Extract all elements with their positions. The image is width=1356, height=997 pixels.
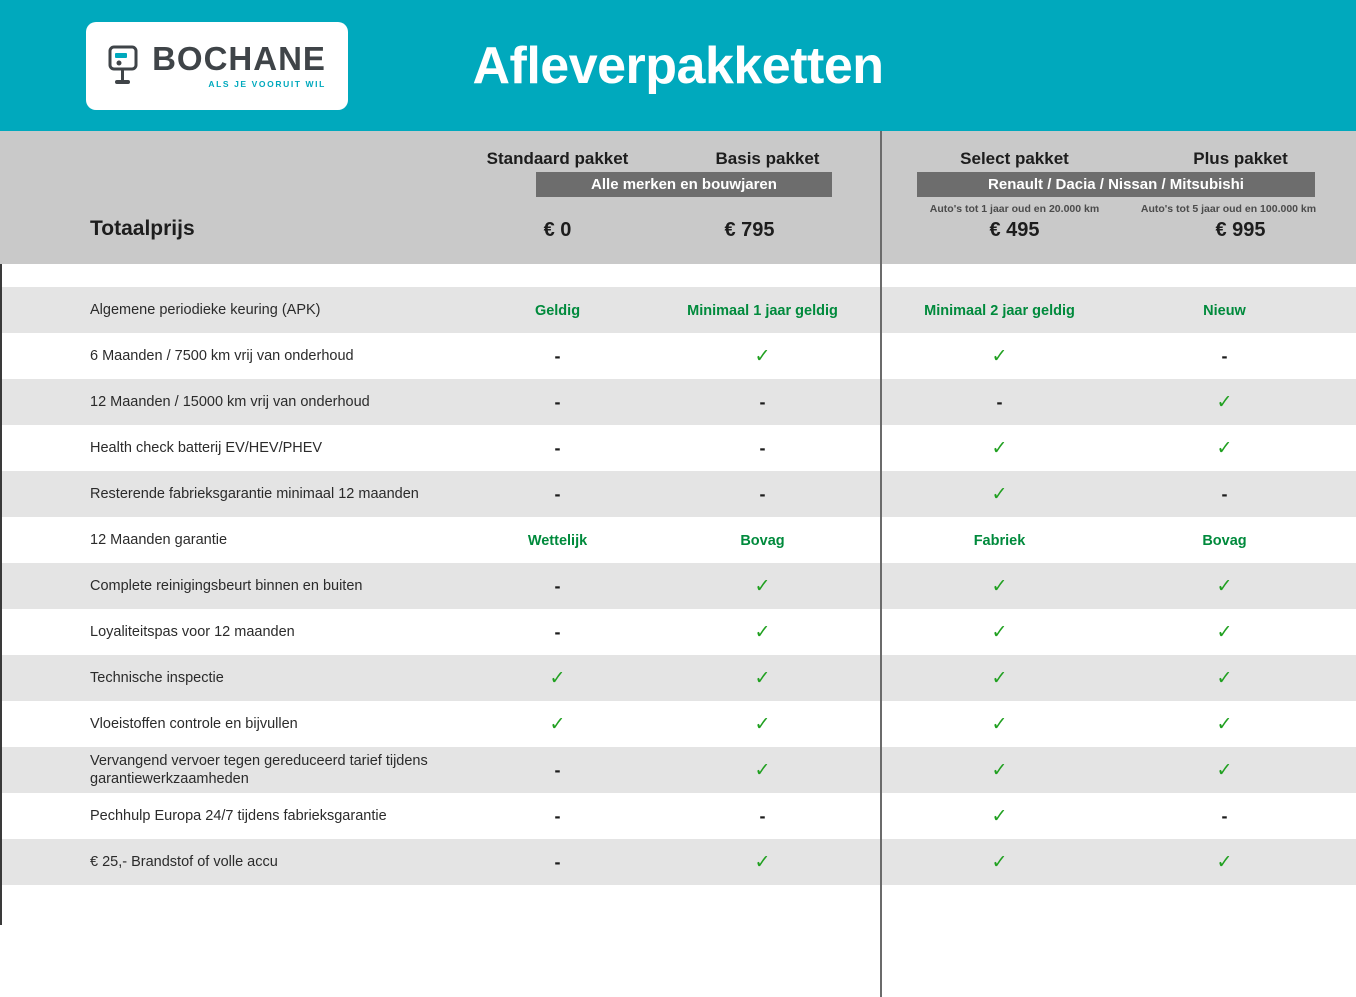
car-mark-icon: [108, 45, 142, 87]
check-icon: ✓: [991, 851, 1008, 873]
table-row: [0, 609, 1356, 655]
check-icon: ✓: [1216, 437, 1233, 459]
dash-icon: -: [759, 392, 766, 412]
table-row: [0, 839, 1356, 885]
cell-value: [1122, 302, 1327, 319]
check-icon: ✓: [1216, 759, 1233, 781]
package-name-plus: Plus pakket: [1193, 149, 1288, 168]
cell-value: [455, 715, 660, 734]
total-price-label: Totaalprijs: [90, 217, 195, 240]
column-header-band: [0, 131, 1356, 264]
cell-value: [660, 715, 865, 734]
dash-icon: -: [554, 392, 561, 412]
check-icon: ✓: [754, 713, 771, 735]
dash-icon: -: [759, 484, 766, 504]
cell-text: Nieuw: [1203, 302, 1246, 319]
cell-value: [1122, 347, 1327, 365]
total-price-basis: € 795: [724, 219, 775, 241]
logo-tagline: ALS JE VOORUIT WIL: [208, 79, 326, 89]
dash-icon: -: [554, 346, 561, 366]
cell-value: [897, 807, 1102, 826]
check-icon: ✓: [1216, 391, 1233, 413]
cell-value: [455, 485, 660, 503]
cell-value: [455, 623, 660, 641]
feature-label: Complete reinigingsbeurt binnen en buiten: [90, 577, 363, 594]
comparison-table: [0, 264, 1356, 925]
cell-value: [660, 532, 865, 549]
check-icon: ✓: [1216, 621, 1233, 643]
table-row: [0, 701, 1356, 747]
feature-label: Pechhulp Europa 24/7 tijdens fabrieksgarantie: [90, 807, 387, 824]
check-icon: ✓: [991, 667, 1008, 689]
feature-label: Vervangend vervoer tegen gereduceerd tarief tijdens garantiewerkzaamheden: [90, 752, 428, 787]
table-row: [0, 793, 1356, 839]
cell-value: [1122, 485, 1327, 503]
cell-value: [660, 347, 865, 366]
feature-label: Loyaliteitspas voor 12 maanden: [90, 623, 295, 640]
check-icon: ✓: [1216, 575, 1233, 597]
check-icon: ✓: [549, 667, 566, 689]
page-title: Afleverpakketten: [472, 36, 884, 95]
cell-value: [455, 761, 660, 779]
cell-value: [897, 347, 1102, 366]
cell-value: [455, 393, 660, 411]
package-name-select: Select pakket: [960, 149, 1069, 168]
check-icon: ✓: [754, 759, 771, 781]
cell-value: [1122, 623, 1327, 642]
check-icon: ✓: [991, 575, 1008, 597]
cell-value: [660, 853, 865, 872]
dash-icon: -: [554, 806, 561, 826]
cell-value: [897, 669, 1102, 688]
logo-wordmark: BOCHANE: [152, 40, 326, 77]
cell-value: [660, 393, 865, 411]
cell-value: [455, 669, 660, 688]
page-header: [0, 0, 1356, 131]
dash-icon: -: [554, 438, 561, 458]
cell-text: Fabriek: [973, 532, 1026, 549]
check-icon: ✓: [549, 713, 566, 735]
cell-value: [897, 623, 1102, 642]
check-icon: ✓: [754, 667, 771, 689]
dash-icon: -: [554, 484, 561, 504]
cell-value: [1122, 393, 1327, 412]
table-top-spacer: [0, 264, 1356, 287]
cell-value: [455, 577, 660, 595]
check-icon: ✓: [991, 805, 1008, 827]
table-row: [0, 425, 1356, 471]
table-row: [0, 655, 1356, 701]
total-price-standaard: € 0: [543, 219, 572, 241]
cell-text: Bovag: [1202, 532, 1247, 549]
cell-value: [660, 485, 865, 503]
cell-value: [897, 577, 1102, 596]
check-icon: ✓: [991, 713, 1008, 735]
table-row: [0, 517, 1356, 563]
check-icon: ✓: [1216, 851, 1233, 873]
cell-text: Wettelijk: [527, 532, 588, 549]
brand-band-right: Renault / Dacia / Nissan / Mitsubishi: [917, 172, 1315, 197]
brand-logo: [86, 22, 348, 110]
dash-icon: -: [759, 438, 766, 458]
dash-icon: -: [554, 622, 561, 642]
cell-value: [455, 347, 660, 365]
check-icon: ✓: [754, 575, 771, 597]
check-icon: ✓: [1216, 667, 1233, 689]
check-icon: ✓: [991, 345, 1008, 367]
brand-band-left: Alle merken en bouwjaren: [536, 172, 832, 197]
cell-value: [660, 302, 865, 319]
package-name-standaard: Standaard pakket: [486, 149, 629, 168]
dash-icon: -: [1221, 806, 1228, 826]
table-row: [0, 287, 1356, 333]
age-note-select: Auto's tot 1 jaar oud en 20.000 km: [929, 203, 1100, 215]
check-icon: ✓: [991, 437, 1008, 459]
cell-value: [660, 807, 865, 825]
table-row: [0, 379, 1356, 425]
cell-value: [660, 623, 865, 642]
cell-value: [1122, 853, 1327, 872]
cell-value: [897, 715, 1102, 734]
dash-icon: -: [996, 392, 1003, 412]
feature-label: Algemene periodieke keuring (APK): [90, 301, 321, 318]
dash-icon: -: [1221, 484, 1228, 504]
cell-value: [660, 577, 865, 596]
check-icon: ✓: [991, 483, 1008, 505]
cell-value: [455, 439, 660, 457]
cell-value: [1122, 669, 1327, 688]
cell-value: [897, 439, 1102, 458]
table-row: [0, 333, 1356, 379]
feature-label: Resterende fabrieksgarantie minimaal 12 maanden: [90, 485, 419, 502]
cell-text: Bovag: [740, 532, 785, 549]
cell-value: [660, 439, 865, 457]
cell-value: [1122, 807, 1327, 825]
total-price-plus: € 995: [1215, 219, 1266, 241]
table-row: [0, 471, 1356, 517]
check-icon: ✓: [754, 345, 771, 367]
feature-label: Technische inspectie: [90, 669, 224, 686]
cell-value: [660, 669, 865, 688]
cell-value: [455, 807, 660, 825]
check-icon: ✓: [1216, 713, 1233, 735]
cell-value: [897, 853, 1102, 872]
left-edge-rule: [0, 264, 2, 925]
cell-value: [455, 532, 660, 549]
check-icon: ✓: [991, 621, 1008, 643]
dash-icon: -: [554, 576, 561, 596]
total-price-select: € 495: [989, 219, 1040, 241]
check-icon: ✓: [754, 621, 771, 643]
cell-value: [897, 485, 1102, 504]
cell-text: Geldig: [534, 302, 581, 319]
cell-value: [897, 393, 1102, 411]
table-bottom-spacer: [0, 885, 1356, 925]
age-note-plus: Auto's tot 5 jaar oud en 100.000 km: [1140, 203, 1317, 215]
check-icon: ✓: [991, 759, 1008, 781]
cell-value: [455, 853, 660, 871]
cell-value: [455, 302, 660, 319]
feature-label: 12 Maanden / 15000 km vrij van onderhoud: [90, 393, 370, 410]
cell-value: [897, 302, 1102, 319]
feature-label: Vloeistoffen controle en bijvullen: [90, 715, 298, 732]
cell-value: [897, 761, 1102, 780]
cell-text: Minimaal 1 jaar geldig: [687, 302, 838, 319]
check-icon: ✓: [754, 851, 771, 873]
feature-label: 12 Maanden garantie: [90, 531, 228, 548]
dash-icon: -: [759, 806, 766, 826]
cell-value: [897, 532, 1102, 549]
table-row: [0, 747, 1356, 793]
cell-value: [1122, 532, 1327, 549]
feature-label: Health check batterij EV/HEV/PHEV: [90, 439, 323, 456]
dash-icon: -: [554, 760, 561, 780]
cell-value: [1122, 715, 1327, 734]
feature-label: € 25,- Brandstof of volle accu: [90, 853, 278, 870]
dash-icon: -: [554, 852, 561, 872]
cell-text: Minimaal 2 jaar geldig: [924, 302, 1075, 319]
feature-label: 6 Maanden / 7500 km vrij van onderhoud: [90, 347, 354, 364]
cell-value: [1122, 439, 1327, 458]
group-divider-body: [880, 264, 882, 925]
cell-value: [1122, 577, 1327, 596]
package-name-basis: Basis pakket: [715, 149, 820, 168]
cell-value: [1122, 761, 1327, 780]
dash-icon: -: [1221, 346, 1228, 366]
cell-value: [660, 761, 865, 780]
table-row: [0, 563, 1356, 609]
